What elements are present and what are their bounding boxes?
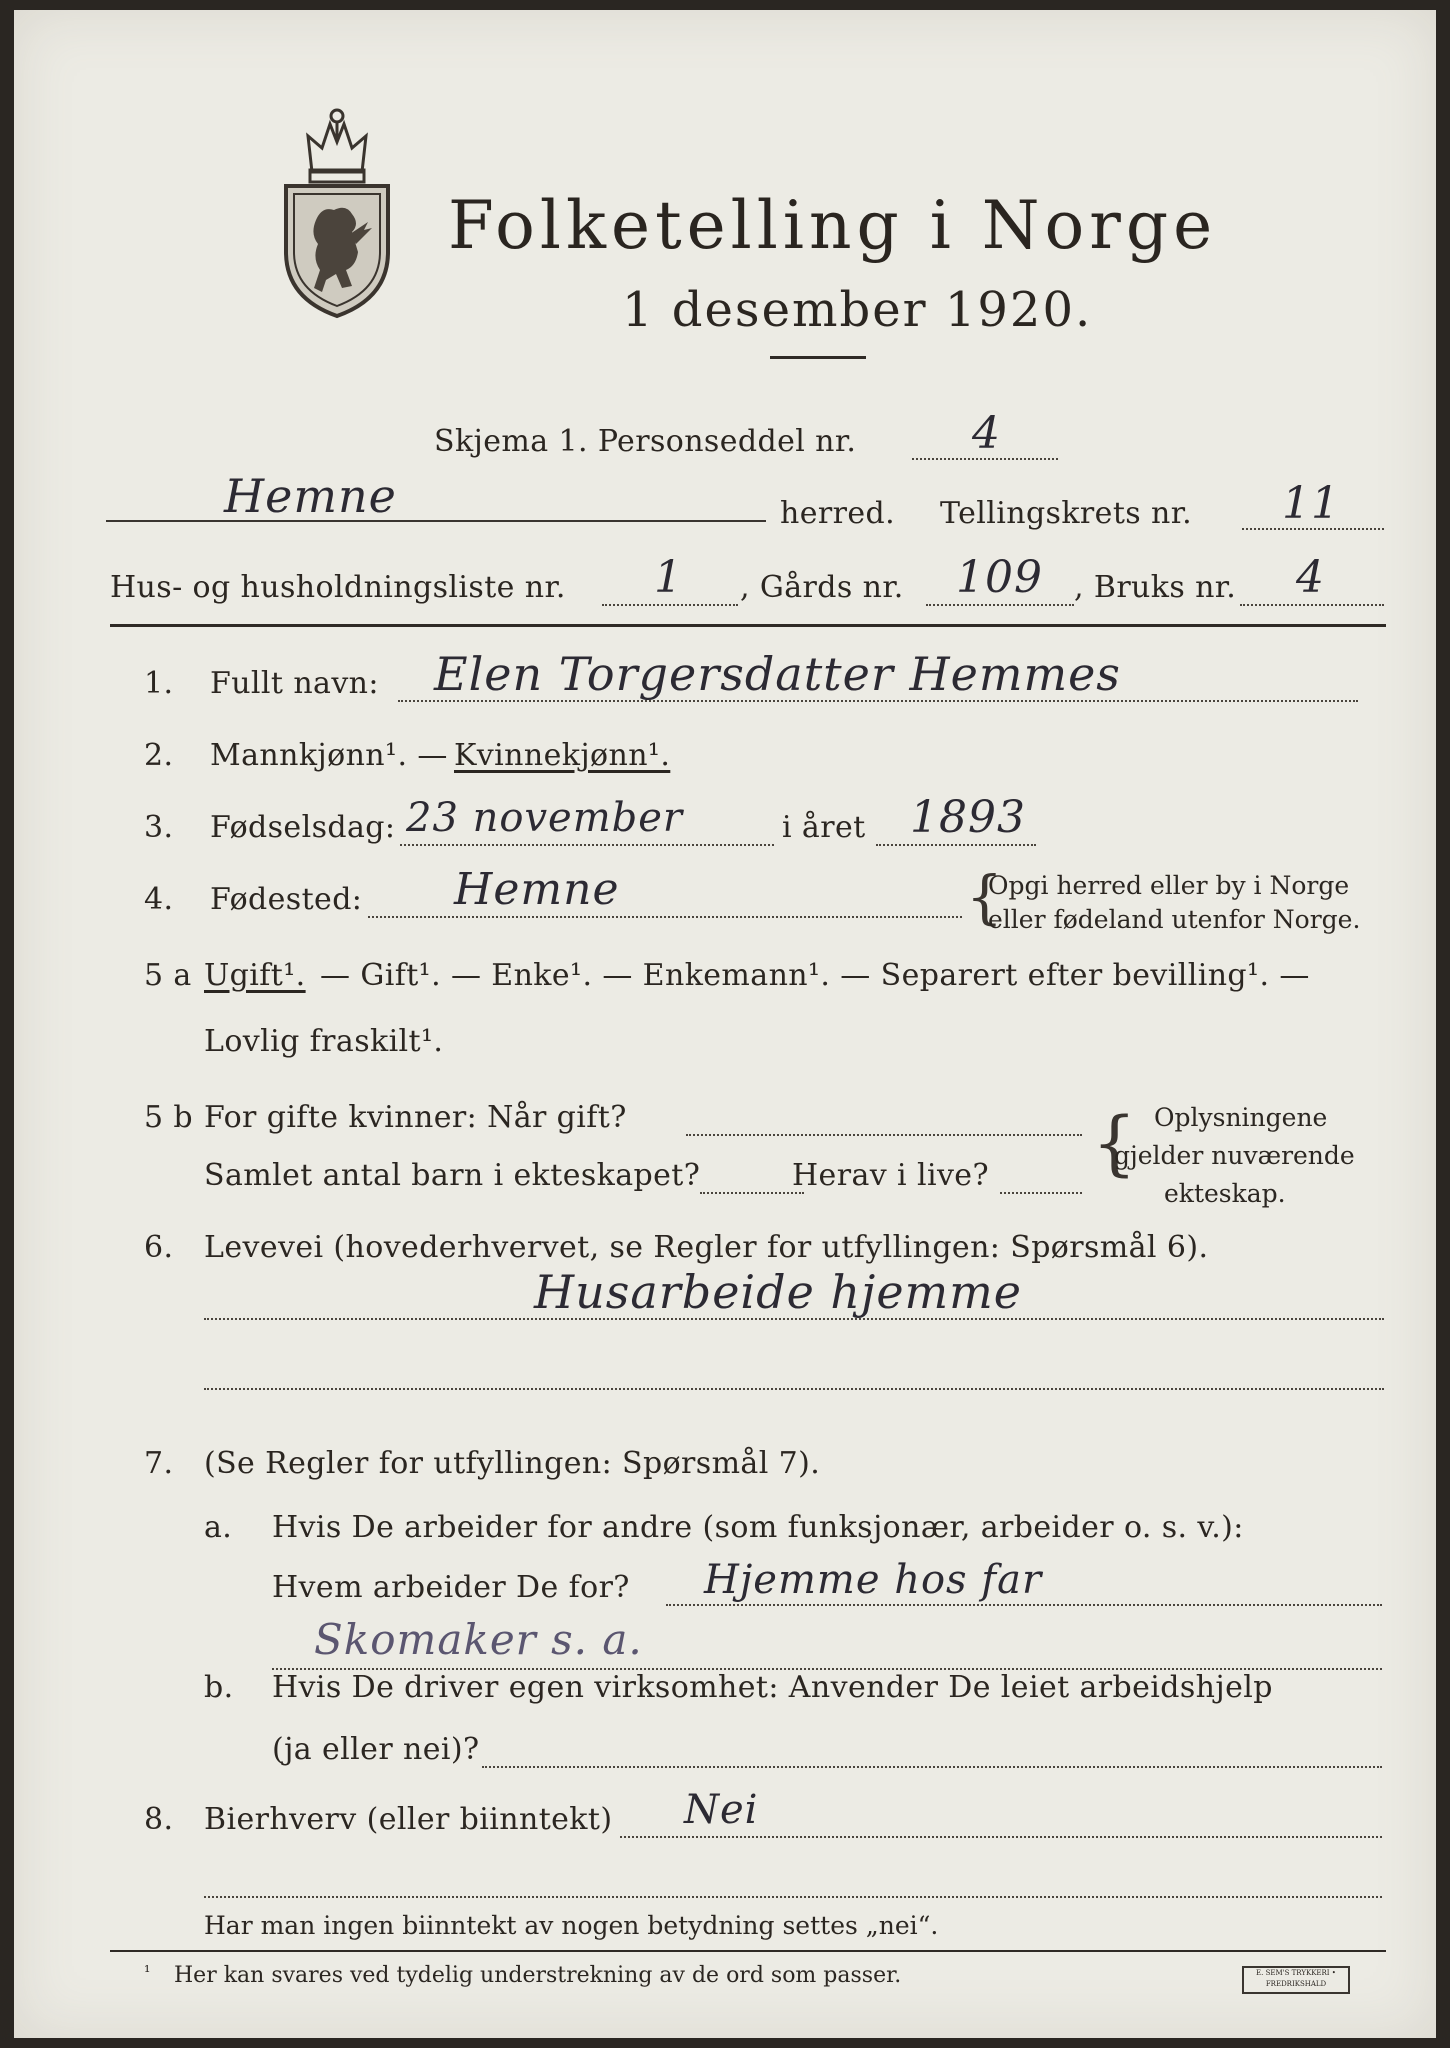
q7a-question: Hvem arbeider De for? — [272, 1570, 630, 1605]
occupation-field[interactable]: Husarbeide hjemme — [534, 1265, 1023, 1319]
q5a-other-options[interactable]: — Gift¹. — Enke¹. — Enkemann¹. — Separert efter bevilling¹. — — [320, 958, 1310, 993]
q7b-letter: b. — [204, 1670, 234, 1705]
q5a-ugift-option[interactable]: Ugift¹. — [204, 958, 306, 993]
income-note: Har man ingen biinntekt av nogen betydning settes „nei“. — [204, 1911, 939, 1940]
bruks-label: , Bruks nr. — [1074, 570, 1237, 605]
q3-year-line — [876, 844, 1036, 846]
coat-of-arms-icon — [272, 102, 402, 320]
header-separator — [110, 624, 1386, 627]
q7-label: (Se Regler for utfyllingen: Spørsmål 7). — [204, 1446, 821, 1481]
employer-field[interactable]: Hjemme hos far — [704, 1557, 1043, 1603]
q5b-alive-label: Herav i live? — [792, 1158, 989, 1193]
q2-number: 2. — [144, 738, 174, 773]
q5b-alive-line[interactable] — [1000, 1192, 1082, 1194]
q6-label: Levevei (hovederhvervet, se Regler for utfyllingen: Spørsmål 6). — [204, 1230, 1209, 1265]
tellingskrets-label: Tellingskrets nr. — [940, 496, 1193, 531]
side-income-field[interactable]: Nei — [684, 1787, 759, 1833]
q2-male-option[interactable]: Mannkjønn¹. — — [210, 738, 448, 773]
full-name-field[interactable]: Elen Torgersdatter Hemmes — [434, 647, 1121, 701]
q8-line — [620, 1836, 1382, 1838]
herred-underline — [106, 520, 766, 522]
q5b-married-line[interactable] — [686, 1134, 1082, 1136]
q7a-line-1 — [666, 1604, 1382, 1606]
gards-label: , Gårds nr. — [740, 570, 904, 605]
q4-note-line1: Opgi herred eller by i Norge — [988, 871, 1350, 900]
q7b-question: (ja eller nei)? — [272, 1732, 480, 1767]
q3-label: Fødselsdag: — [210, 810, 396, 845]
herred-name-field[interactable]: Hemne — [224, 469, 397, 523]
q3-year-label: i året — [782, 810, 866, 845]
husholdningsliste-nr-field[interactable]: 1 — [654, 552, 683, 603]
form-title: Folketelling i Norge — [448, 187, 1218, 264]
printer-stamp: E. SEM'S TRYKKERI • FREDRIKSHALD — [1242, 1966, 1350, 1994]
employer-field-line2[interactable]: Skomaker s. a. — [314, 1615, 643, 1664]
census-form-page — [14, 10, 1436, 2038]
q7a-text: Hvis De arbeider for andre (som funksjonær, arbeider o. s. v.): — [272, 1510, 1244, 1545]
census-date: 1 desember 1920. — [622, 282, 1093, 338]
q7a-letter: a. — [204, 1510, 233, 1545]
q1-label: Fullt navn: — [210, 666, 379, 701]
birth-day-field[interactable]: 23 november — [406, 795, 684, 841]
q5a-number: 5 a — [144, 958, 192, 993]
q5b-number: 5 b — [144, 1100, 194, 1135]
title-divider — [770, 356, 866, 359]
gards-line — [926, 604, 1074, 606]
tellingskrets-nr-field[interactable]: 11 — [1282, 478, 1340, 529]
q5b-note-line3: ekteskap. — [1164, 1179, 1286, 1208]
footnote-text: Her kan svares ved tydelig understrekning av de ord som passer. — [174, 1963, 902, 1988]
husholdningsliste-line — [602, 604, 738, 606]
q7b-text: Hvis De driver egen virksomhet: Anvender De leiet arbeidshjelp — [272, 1670, 1273, 1705]
q4-label: Fødested: — [210, 882, 363, 917]
personseddel-nr-field[interactable]: 4 — [972, 408, 1001, 459]
bruks-nr-field[interactable]: 4 — [1296, 552, 1325, 603]
q5b-brace: { — [1092, 1102, 1137, 1184]
q4-number: 4. — [144, 882, 174, 917]
q7-number: 7. — [144, 1446, 174, 1481]
husholdningsliste-label: Hus- og husholdningsliste nr. — [110, 570, 566, 605]
bruks-line — [1240, 604, 1384, 606]
q5b-note-line2: gjelder nuværende — [1114, 1141, 1355, 1170]
q7b-line[interactable] — [482, 1766, 1382, 1768]
q5b-note-line1: Oplysningene — [1154, 1103, 1328, 1132]
birthplace-field[interactable]: Hemne — [454, 864, 620, 915]
q5a-fraskilt-option[interactable]: Lovlig fraskilt¹. — [204, 1024, 444, 1059]
q5b-children-line[interactable] — [700, 1192, 804, 1194]
q8-number: 8. — [144, 1802, 174, 1837]
q5b-children-label: Samlet antal barn i ekteskapet? — [204, 1158, 701, 1193]
q6-number: 6. — [144, 1230, 174, 1265]
q8-line-2[interactable] — [204, 1896, 1382, 1898]
q6-line-2[interactable] — [204, 1388, 1384, 1390]
q4-note-line2: eller fødeland utenfor Norge. — [988, 905, 1361, 934]
q3-number: 3. — [144, 810, 174, 845]
q4-brace: { — [966, 863, 1003, 931]
birth-year-field[interactable]: 1893 — [910, 792, 1026, 843]
q4-line — [368, 916, 962, 918]
q8-label: Bierhverv (eller biinntekt) — [204, 1802, 613, 1837]
skjema-label: Skjema 1. Personseddel nr. — [434, 424, 857, 459]
herred-label: herred. — [780, 496, 896, 531]
q1-number: 1. — [144, 666, 174, 701]
footnote-mark: ¹ — [144, 1962, 151, 1981]
q3-day-line — [400, 844, 774, 846]
gards-nr-field[interactable]: 109 — [956, 552, 1043, 603]
q5b-married-label: For gifte kvinner: Når gift? — [204, 1100, 627, 1135]
q2-female-option[interactable]: Kvinnekjønn¹. — [454, 738, 671, 773]
footnote-separator — [110, 1950, 1386, 1952]
